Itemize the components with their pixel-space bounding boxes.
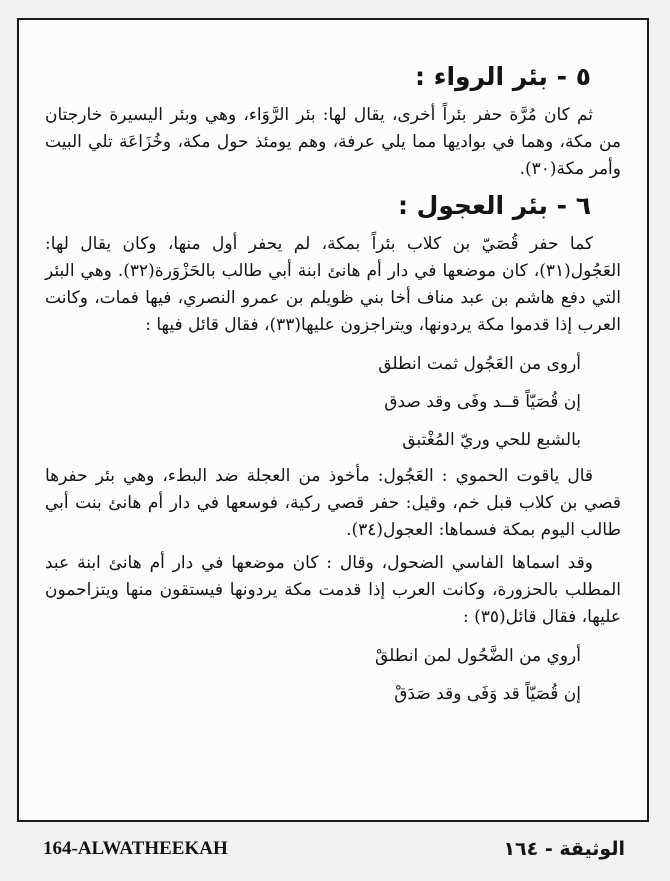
footer-page-label-latin: 164-ALWATHEEKAH bbox=[43, 838, 228, 859]
section-5-heading: ٥ - بئر الرواء : bbox=[415, 62, 591, 91]
page-content bbox=[45, 60, 621, 713]
verse-line: أروى من العَجُول ثمت انطلق bbox=[378, 354, 581, 374]
footer-page-label-arabic: الوثيقة - ١٦٤ bbox=[503, 838, 625, 860]
section-6-heading: ٦ - بئر العجول : bbox=[397, 191, 591, 220]
page-footer bbox=[17, 838, 653, 868]
verse-line: أروي من الضَّحُول لمن انطلقْ bbox=[374, 646, 581, 666]
section-6-paragraph-1: كما حفر قُصَيّ بن كلاب بئراً بمكة، لم يحفر أول منها، وكان يقال لها: العَجُول(٣١)، كان موضعها في دار أم هانئ ابنة أبي طالب بالحَزْوَرة(٣٢). وهي البئر التي دفع هاشم بن عبد مناف أخا بني ظويلم بن عمرو النصري، فيها فمات، وكانت العرب إذا قدموا مكة يردونها، ويتراجزون عليها(٣٣)، فقال قائل فيها : bbox=[45, 234, 621, 335]
verse-line: إن قُصَيّاً قــد وفَى وقد صدق bbox=[384, 392, 581, 412]
section-6-paragraph-3: وقد اسماها الفاسي الضحول، وقال : كان موضعها في دار أم هانئ ابنة عبد المطلب بالحزورة، وكانت العرب إذا قدمت مكة يردونها فيستقون منها ويتزاحمون عليها، فقال قائل(٣٥) : bbox=[45, 553, 621, 627]
page-frame bbox=[17, 18, 649, 822]
verse-line: إن قُصَيّاً قد وَفَى وقد صَدَقْ bbox=[394, 684, 581, 704]
section-6-paragraph-2: قال ياقوت الحموي : العَجُول: مأخوذ من العجلة ضد البطء، وهي بئر حفرها قصي بن كلاب قبل خم، وقيل: حفر قصي ركية، فوسعها في دار أم هانئ بنت أبي طالب اليوم بمكة فسماها: العجول(٣٤). bbox=[45, 466, 621, 540]
verse-line: بالشبع للحي وريّ المُغْتبق bbox=[402, 430, 581, 450]
section-5-paragraph: ثم كان مُرَّة حفر بئراً أخرى، يقال لها: بئر الرَّوَاء، وهي وبئر اليسيرة خارجتان من مكة، وهما في بواديها مما يلي عرفة، وهم يومئذ حول مكة، وخُزَاعَة تلي البيت وأمر مكة(٣٠). bbox=[45, 105, 621, 179]
